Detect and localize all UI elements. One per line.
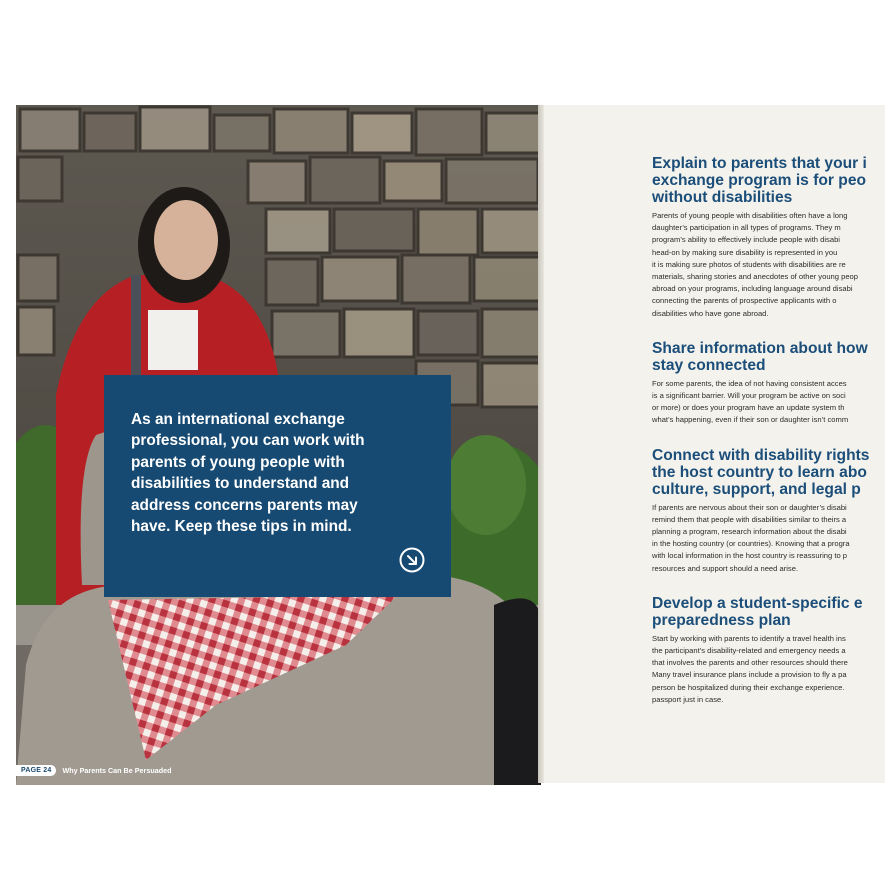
body-line: If parents are nervous about their son or daughter’s disabi [652, 502, 847, 512]
body-line: planning a program, research information about the disabi [652, 527, 847, 537]
callout-line: disabilities to understand and [131, 475, 350, 493]
body-line: the participant’s disability-related and emergency needs a [652, 646, 846, 656]
body-line: person be hospitalized during their exchange experience. [652, 682, 845, 692]
body-line: what’s happening, even if their son or daughter isn’t comm [652, 415, 849, 425]
body-line: resources and support should a need arise. [652, 563, 799, 573]
body-line: abroad on your programs, including language around disabi [652, 284, 853, 294]
section-body [652, 633, 885, 706]
tip-section [652, 595, 885, 706]
callout-line: have. Keep these tips in mind. [131, 518, 352, 536]
heading-line: stay connected [652, 356, 766, 374]
tip-section [652, 340, 885, 427]
body-line: Many travel insurance plans include a provision to fly a pa [652, 670, 847, 680]
heading-line: without disabilities [652, 189, 793, 206]
left-page [16, 105, 541, 785]
heading-line: the host country to learn abo [652, 463, 867, 481]
body-line: Start by working with parents to identify a travel health ins [652, 633, 846, 643]
body-line: it is making sure photos of students with disabilities are re [652, 259, 846, 269]
heading-line: Share information about how [652, 339, 868, 357]
callout-line: parents of young people with [131, 453, 345, 471]
heading-line: exchange program is for peo [652, 172, 867, 189]
heading-line: preparedness plan [652, 611, 791, 629]
text-column [652, 155, 885, 726]
section-heading [652, 447, 885, 498]
heading-line: culture, support, and legal p [652, 480, 861, 498]
body-line: Parents of young people with disabilities often have a long [652, 211, 848, 220]
body-line: passport just in case. [652, 694, 724, 704]
body-line: daughter’s participation in all types of programs. They m [652, 223, 841, 233]
callout-text [131, 409, 431, 537]
heading-line: Explain to parents that your i [652, 155, 867, 172]
body-line: or more) or does your program have an update system th [652, 403, 845, 413]
tip-section [652, 155, 885, 320]
section-heading [652, 340, 885, 374]
body-line: is a significant barrier. Will your program be active on soci [652, 391, 846, 401]
section-heading [652, 155, 885, 206]
callout-line: professional, you can work with [131, 432, 365, 450]
heading-line: Develop a student-specific e [652, 594, 863, 612]
body-line: materials, sharing stories and anecdotes of other young peop [652, 272, 859, 282]
heading-line: Connect with disability rights [652, 446, 870, 464]
section-body [652, 210, 885, 320]
callout-line: address concerns parents may [131, 496, 358, 514]
body-line: in the hosting country (or countries). Knowing that a progra [652, 539, 850, 549]
page-number-badge: PAGE 24 [16, 765, 56, 776]
page-folio [16, 762, 172, 778]
body-line: connecting the parents of prospective applicants with o [652, 296, 837, 306]
callout-line: As an international exchange [131, 411, 345, 428]
body-line: disabilities who have gone abroad. [652, 308, 769, 318]
section-heading [652, 595, 885, 629]
body-line: head-on by making sure disability is represented in you [652, 247, 838, 257]
section-body [652, 378, 885, 427]
tip-section [652, 447, 885, 575]
right-page [544, 105, 885, 783]
body-line: remind them that people with disabilities similar to theirs a [652, 514, 847, 524]
callout-box [104, 375, 451, 597]
section-body [652, 502, 885, 575]
body-line: with local information in the host country is reassuring to p [652, 551, 848, 561]
body-line: that involves the parents and other resources should there [652, 658, 848, 668]
body-line: For some parents, the idea of not having consistent acces [652, 378, 847, 388]
arrow-down-right-circle-icon[interactable] [399, 547, 425, 573]
running-title: Why Parents Can Be Persuaded [62, 765, 172, 775]
body-line: program’s ability to effectively include people with disabi [652, 235, 840, 245]
